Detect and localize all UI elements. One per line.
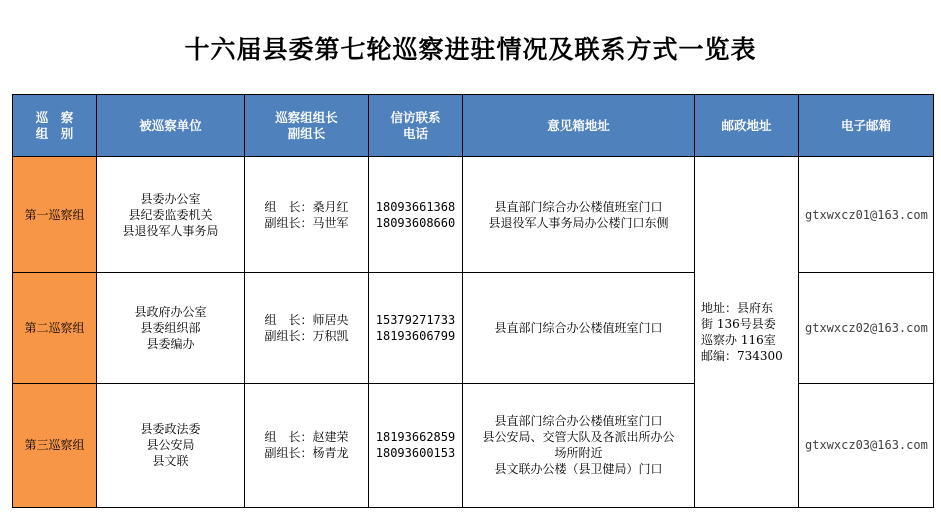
units-cell: 县委办公室 县纪委监委机关 县退役军人事务局 — [97, 157, 245, 273]
mailbox-cell: 县直部门综合办公楼值班室门口 县公安局、交管大队及各派出所办公 场所附近 县文联办公楼（县卫健局）门口 — [463, 383, 695, 507]
table-header-row — [13, 95, 934, 157]
phone-cell: 18093661368 18093608660 — [369, 157, 463, 273]
postal-cell: 地址：县府东 街 136号县委 巡察办 116室 邮编：734300 — [695, 157, 799, 508]
units-cell: 县政府办公室 县委组织部 县委编办 — [97, 273, 245, 383]
email-cell: gtxwxcz03@163.com — [799, 383, 934, 507]
leaders-cell: 组 长：赵建荣 副组长：杨青龙 — [245, 383, 369, 507]
header-unit: 被巡察单位 — [97, 95, 245, 157]
mailbox-cell: 县直部门综合办公楼值班室门口 县退役军人事务局办公楼门口东侧 — [463, 157, 695, 273]
header-phone: 信访联系 电话 — [369, 95, 463, 157]
email-cell: gtxwxcz02@163.com — [799, 273, 934, 383]
header-group: 巡 察 组 别 — [13, 95, 97, 157]
header-email: 电子邮箱 — [799, 95, 934, 157]
phone-cell: 18193662859 18093600153 — [369, 383, 463, 507]
header-mailbox: 意见箱地址 — [463, 95, 695, 157]
group-cell: 第三巡察组 — [13, 383, 97, 507]
header-postal: 邮政地址 — [695, 95, 799, 157]
group-cell: 第一巡察组 — [13, 157, 97, 273]
email-cell: gtxwxcz01@163.com — [799, 157, 934, 273]
table-row — [13, 157, 934, 273]
inspection-table — [12, 94, 934, 508]
leaders-cell: 组 长：师居央 副组长：万积凯 — [245, 273, 369, 383]
phone-cell: 15379271733 18193606799 — [369, 273, 463, 383]
page-title: 十六届县委第七轮巡察进驻情况及联系方式一览表 — [184, 35, 757, 64]
header-leaders: 巡察组组长 副组长 — [245, 95, 369, 157]
mailbox-cell: 县直部门综合办公楼值班室门口 — [463, 273, 695, 383]
leaders-cell: 组 长：桑月红 副组长：马世军 — [245, 157, 369, 273]
units-cell: 县委政法委 县公安局 县文联 — [97, 383, 245, 507]
group-cell: 第二巡察组 — [13, 273, 97, 383]
